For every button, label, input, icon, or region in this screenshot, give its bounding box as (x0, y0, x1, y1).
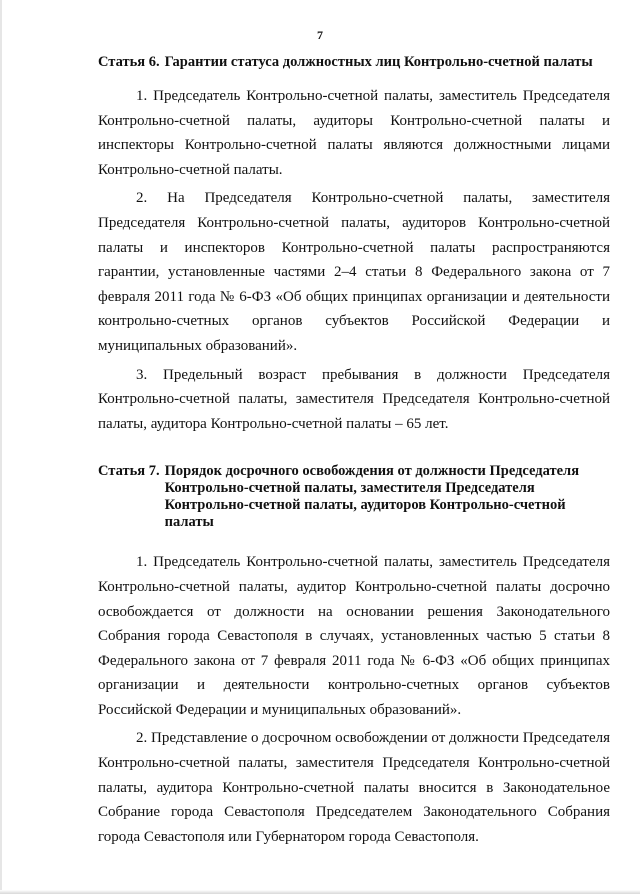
article-6-number: Статья 6. (98, 54, 160, 70)
article-7-number: Статья 7. (98, 463, 160, 480)
article-6-title: Гарантии статуса должностных лиц Контрольно-счетной палаты (164, 54, 593, 70)
article-6-paragraph-2: 2. На Председателя Контрольно-счетной палаты, заместителя Председателя Контрольно-счетной палаты, аудиторов Контрольно-счетной палаты и инспекторов Контрольно-счетной палаты распространяются гарантии, установленные частями 2–4 статьи 8 Федерального закона от 7 февраля 2011 года № 6-ФЗ «Об общих принципах организации и деятельности контрольно-счетных органов субъектов Российской Федерации и муниципальных образований». (98, 190, 610, 354)
article-7-heading (98, 463, 610, 531)
article-7-paragraph-1: 1. Председатель Контрольно-счетной палаты, заместитель Председателя Контрольно-счетной палаты, аудитор Контрольно-счетной палаты досрочно освобождается от должности на основании решения Законодательного Собрания города Севастополя в случаях, установленных частью 5 статьи 8 Федерального закона от 7 февраля 2011 года № 6-ФЗ «Об общих принципах организации и деятельности контрольно-счетных органов субъектов Российской Федерации и муниципальных образований». (98, 554, 610, 718)
document-body (98, 54, 610, 849)
article-7-title: Порядок досрочного освобождения от должности Председателя Контрольно-счетной палаты, заместителя Председателя Контрольно-счетной палаты, аудиторов Контрольно-счетной палаты (164, 463, 580, 531)
scan-bottom-edge (0, 890, 640, 894)
article-7-paragraph-2: 2. Представление о досрочном освобождении от должности Председателя Контрольно-счетной палаты, заместителя Председателя Контрольно-счетной палаты, аудитора Контрольно-счетной палаты вносится в Законодательное Собрание города Севастополя Председателем Законодательного Собрания города Севастополя или Губернатором города Севастополя. (98, 730, 610, 845)
article-6-paragraph-1: 1. Председатель Контрольно-счетной палаты, заместитель Председателя Контрольно-счетной палаты, аудиторы Контрольно-счетной палаты и инспекторы Контрольно-счетной палаты являются должностными лицами Контрольно-счетной палаты. (98, 88, 610, 178)
page-number: 7 (317, 28, 323, 42)
article-6-heading (98, 54, 610, 71)
scan-left-edge (0, 0, 2, 894)
article-6-paragraph-3: 3. Предельный возраст пребывания в должности Председателя Контрольно-счетной палаты, заместителя Председателя Контрольно-счетной палаты, аудитора Контрольно-счетной палаты – 65 лет. (98, 366, 610, 432)
